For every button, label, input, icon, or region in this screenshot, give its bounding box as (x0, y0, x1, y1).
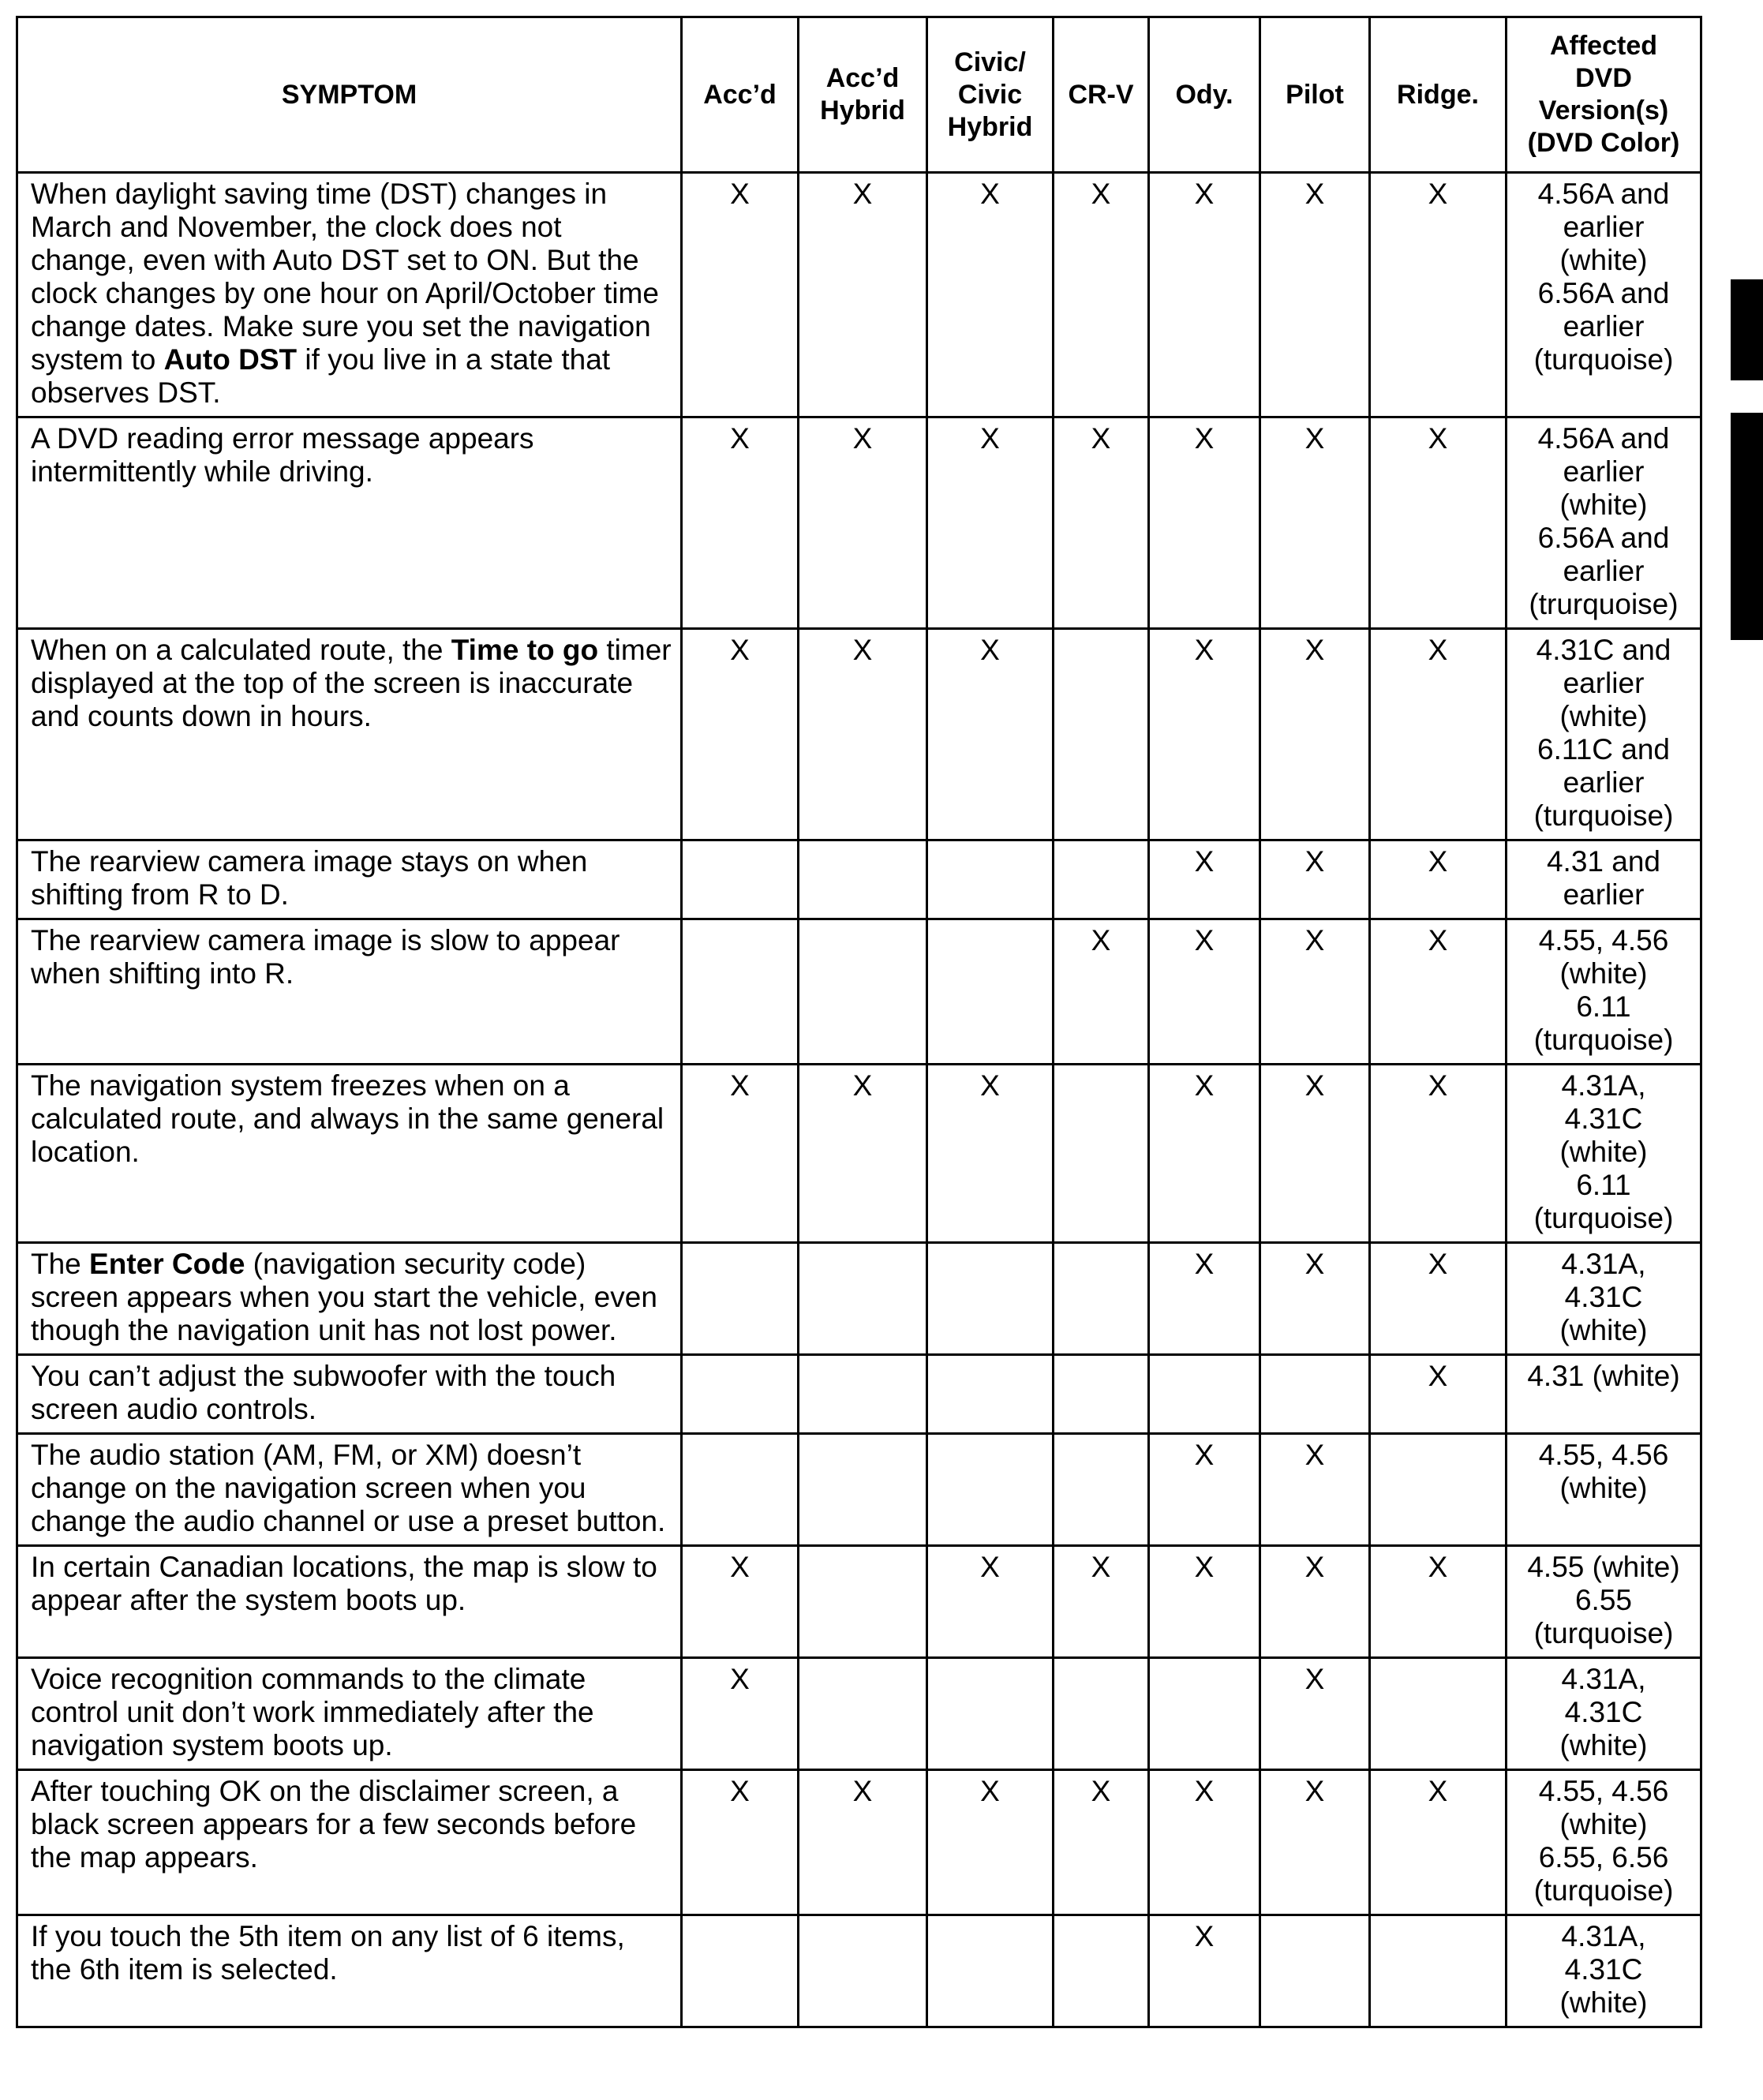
symptom-text: The rearview camera image is slow to appear when shifting into R. (31, 924, 620, 990)
applicability-cell-accd-hybrid (799, 840, 927, 919)
symptom-cell (17, 1065, 682, 1243)
header-line: Hybrid (820, 95, 905, 125)
table-row (17, 629, 1701, 840)
applicability-cell-civic (927, 1355, 1054, 1434)
applicability-cell-pilot: X (1260, 1770, 1370, 1915)
header-symptom (17, 17, 682, 173)
applicability-cell-crv (1054, 1355, 1149, 1434)
dvd-version-line: (white) (1559, 1472, 1648, 1504)
table-row (17, 1434, 1701, 1546)
applicability-cell-crv (1054, 1434, 1149, 1546)
symptom-text: The navigation system freezes when on a calculated route, and always in the same general location. (31, 1069, 664, 1168)
applicability-cell-accd (682, 919, 799, 1065)
symptom-cell (17, 919, 682, 1065)
applicability-cell-ridge: X (1370, 919, 1507, 1065)
applicability-cell-accd-hybrid: X (799, 1065, 927, 1243)
header-version (1507, 17, 1701, 173)
applicability-cell-accd (682, 840, 799, 919)
applicability-cell-accd: X (682, 629, 799, 840)
dvd-version-line: 4.55, 4.56 (1538, 1775, 1669, 1807)
applicability-cell-accd: X (682, 417, 799, 629)
applicability-cell-accd (682, 1434, 799, 1546)
header-ridge (1370, 17, 1507, 173)
applicability-cell-civic (927, 1658, 1054, 1770)
dvd-version-line: (white) (1559, 1136, 1648, 1168)
dvd-version-line: earlier (1563, 555, 1645, 587)
applicability-cell-ody: X (1149, 1915, 1260, 2027)
applicability-cell-ody: X (1149, 1065, 1260, 1243)
symptom-cell (17, 417, 682, 629)
header-line: Acc’d (825, 63, 900, 93)
dvd-version-cell (1507, 1434, 1701, 1546)
applicability-cell-ridge: X (1370, 1546, 1507, 1658)
applicability-cell-accd (682, 1915, 799, 2027)
applicability-cell-accd-hybrid (799, 1915, 927, 2027)
symptom-text: The (31, 1248, 90, 1280)
applicability-cell-ody: X (1149, 173, 1260, 417)
symptom-cell (17, 1434, 682, 1546)
applicability-cell-civic (927, 840, 1054, 919)
header-line: (DVD Color) (1527, 128, 1680, 158)
symptom-text: After touching OK on the disclaimer screen, a black screen appears for a few seconds before the map appears. (31, 1775, 637, 1874)
symptom-text: When daylight saving time (DST) changes in March and November, the clock does not change, even with Auto DST set to ON. But the clock changes by one hour on April/October time change dates. Make sure you set the navigation system to (31, 178, 659, 376)
applicability-cell-accd-hybrid: X (799, 417, 927, 629)
applicability-cell-pilot: X (1260, 417, 1370, 629)
applicability-cell-accd-hybrid: X (799, 629, 927, 840)
symptom-cell (17, 1243, 682, 1355)
dvd-version-line: (white) (1559, 1729, 1648, 1761)
symptom-text: (navigation security code) screen appears when you start the vehicle, even though the navigation unit has not lost power. (31, 1248, 657, 1346)
applicability-cell-accd-hybrid (799, 1434, 927, 1546)
dvd-version-cell (1507, 1915, 1701, 2027)
dvd-version-cell (1507, 1065, 1701, 1243)
dvd-version-line: 4.31 and (1546, 845, 1661, 878)
applicability-cell-ody: X (1149, 629, 1260, 840)
table-row (17, 1546, 1701, 1658)
dvd-version-line: (white) (1559, 700, 1648, 732)
applicability-cell-ody: X (1149, 1434, 1260, 1546)
header-line: CR-V (1068, 79, 1134, 110)
applicability-cell-ody (1149, 1355, 1260, 1434)
dvd-version-cell (1507, 919, 1701, 1065)
dvd-version-line: 4.31A, (1561, 1663, 1646, 1695)
dvd-version-line: 4.31A, (1561, 1069, 1646, 1102)
applicability-cell-ridge: X (1370, 1243, 1507, 1355)
applicability-cell-pilot (1260, 1915, 1370, 2027)
applicability-cell-ridge (1370, 1434, 1507, 1546)
table-row (17, 173, 1701, 417)
table-row (17, 1355, 1701, 1434)
applicability-cell-crv (1054, 1915, 1149, 2027)
dvd-version-line: 4.31C (1564, 1953, 1643, 1986)
symptom-text: The audio station (AM, FM, or XM) doesn’t change on the navigation screen when you change the audio channel or use a preset button. (31, 1439, 666, 1537)
applicability-cell-accd-hybrid (799, 1658, 927, 1770)
dvd-version-line: 4.31C (1564, 1281, 1643, 1313)
dvd-version-line: 6.11 (1576, 990, 1631, 1023)
dvd-version-line: 4.31C and (1536, 634, 1671, 666)
applicability-cell-civic: X (927, 417, 1054, 629)
dvd-version-cell (1507, 417, 1701, 629)
header-line: Hybrid (947, 111, 1033, 142)
applicability-cell-civic (927, 1434, 1054, 1546)
applicability-cell-civic: X (927, 1065, 1054, 1243)
dvd-version-cell (1507, 1243, 1701, 1355)
applicability-cell-civic: X (927, 629, 1054, 840)
applicability-cell-ridge: X (1370, 1355, 1507, 1434)
dvd-version-line: (white) (1559, 489, 1648, 521)
applicability-cell-pilot: X (1260, 1065, 1370, 1243)
symptom-text: timer displayed at the top of the screen is inaccurate and counts down in hours. (31, 634, 672, 732)
applicability-cell-ridge (1370, 1915, 1507, 2027)
dvd-version-cell (1507, 1658, 1701, 1770)
dvd-version-cell (1507, 173, 1701, 417)
symptom-table-sheet (16, 16, 1702, 2028)
dvd-version-line: (white) (1559, 244, 1648, 276)
dvd-version-line: (turquoise) (1533, 1202, 1674, 1234)
applicability-cell-crv (1054, 1243, 1149, 1355)
applicability-cell-ridge: X (1370, 417, 1507, 629)
dvd-version-line: 6.56A and (1537, 277, 1670, 309)
applicability-cell-accd: X (682, 1065, 799, 1243)
symptom-cell (17, 1546, 682, 1658)
header-line: DVD (1575, 63, 1632, 93)
table-row (17, 1915, 1701, 2027)
applicability-cell-crv: X (1054, 1770, 1149, 1915)
applicability-cell-accd (682, 1243, 799, 1355)
symptom-text: You can’t adjust the subwoofer with the touch screen audio controls. (31, 1360, 616, 1425)
dvd-version-cell (1507, 629, 1701, 840)
applicability-cell-crv: X (1054, 919, 1149, 1065)
dvd-version-line: (trurquoise) (1529, 588, 1679, 620)
applicability-cell-crv (1054, 1658, 1149, 1770)
dvd-version-line: 4.31A, (1561, 1248, 1646, 1280)
applicability-cell-ridge (1370, 1658, 1507, 1770)
applicability-cell-accd-hybrid (799, 1355, 927, 1434)
applicability-cell-accd-hybrid (799, 919, 927, 1065)
applicability-cell-crv: X (1054, 173, 1149, 417)
dvd-version-line: (white) (1559, 1986, 1648, 2019)
dvd-version-line: (turquoise) (1533, 1024, 1674, 1056)
applicability-cell-civic: X (927, 1770, 1054, 1915)
applicability-cell-accd-hybrid: X (799, 173, 927, 417)
applicability-cell-crv (1054, 1065, 1149, 1243)
symptom-cell (17, 1770, 682, 1915)
symptom-cell (17, 840, 682, 919)
dvd-version-cell (1507, 1546, 1701, 1658)
applicability-cell-civic: X (927, 173, 1054, 417)
applicability-cell-ody: X (1149, 1243, 1260, 1355)
header-line: SYMPTOM (281, 79, 417, 110)
applicability-cell-accd-hybrid: X (799, 1770, 927, 1915)
symptom-cell (17, 629, 682, 840)
applicability-cell-accd (682, 1355, 799, 1434)
applicability-cell-ridge: X (1370, 1770, 1507, 1915)
symptom-text: Voice recognition commands to the climate control unit don’t work immediately after the navigation system boots up. (31, 1663, 594, 1761)
applicability-cell-pilot: X (1260, 1434, 1370, 1546)
header-line: Acc’d (703, 79, 777, 110)
dvd-version-line: earlier (1563, 310, 1645, 343)
dvd-version-line: 4.31C (1564, 1696, 1643, 1728)
header-pilot (1260, 17, 1370, 173)
dvd-version-line: 4.55, 4.56 (1538, 1439, 1669, 1471)
symptom-text: if you live in a state that observes DST. (31, 343, 611, 409)
header-ody (1149, 17, 1260, 173)
applicability-cell-pilot: X (1260, 1658, 1370, 1770)
header-line: Version(s) (1538, 95, 1669, 125)
applicability-cell-pilot: X (1260, 173, 1370, 417)
applicability-cell-crv (1054, 629, 1149, 840)
applicability-cell-accd: X (682, 1546, 799, 1658)
dvd-version-cell (1507, 840, 1701, 919)
dvd-version-line: (turquoise) (1533, 1874, 1674, 1907)
section-tab-marker (1731, 279, 1763, 380)
header-accd-hybrid (799, 17, 927, 173)
applicability-cell-pilot: X (1260, 1546, 1370, 1658)
dvd-version-line: 6.11 (1576, 1169, 1631, 1201)
applicability-cell-pilot: X (1260, 629, 1370, 840)
symptom-cell (17, 1355, 682, 1434)
table-row (17, 417, 1701, 629)
dvd-version-line: 6.56A and (1537, 522, 1670, 554)
header-accd (682, 17, 799, 173)
applicability-cell-pilot: X (1260, 1243, 1370, 1355)
applicability-cell-accd: X (682, 1658, 799, 1770)
applicability-cell-ridge: X (1370, 1065, 1507, 1243)
dvd-version-line: (white) (1559, 1808, 1648, 1840)
table-row (17, 840, 1701, 919)
dvd-version-line: 4.31C (1564, 1102, 1643, 1135)
applicability-cell-accd-hybrid (799, 1243, 927, 1355)
dvd-version-line: 6.55 (1574, 1584, 1632, 1616)
symptom-cell (17, 1915, 682, 2027)
applicability-cell-ridge: X (1370, 629, 1507, 840)
applicability-cell-ody: X (1149, 840, 1260, 919)
symptom-text: A DVD reading error message appears intermittently while driving. (31, 422, 534, 488)
dvd-version-line: earlier (1563, 766, 1645, 799)
table-row (17, 1243, 1701, 1355)
header-line: Ody. (1175, 79, 1233, 110)
dvd-version-line: (turquoise) (1533, 1617, 1674, 1649)
table-body (17, 173, 1701, 2027)
dvd-version-line: (turquoise) (1533, 799, 1674, 832)
applicability-cell-ody: X (1149, 1546, 1260, 1658)
dvd-version-line: 4.56A and (1537, 422, 1670, 455)
table-row (17, 1065, 1701, 1243)
dvd-version-line: (white) (1559, 957, 1648, 990)
header-crv (1054, 17, 1149, 173)
applicability-cell-crv (1054, 840, 1149, 919)
header-civic (927, 17, 1054, 173)
dvd-version-line: 6.11C and (1537, 733, 1670, 766)
symptom-bold-text: Time to go (451, 634, 599, 666)
table-row (17, 1658, 1701, 1770)
applicability-cell-civic: X (927, 1546, 1054, 1658)
applicability-cell-pilot: X (1260, 840, 1370, 919)
dvd-version-cell (1507, 1355, 1701, 1434)
dvd-version-line: 4.31A, (1561, 1920, 1646, 1952)
applicability-cell-ody: X (1149, 919, 1260, 1065)
applicability-cell-pilot: X (1260, 919, 1370, 1065)
dvd-version-line: 4.31 (white) (1527, 1360, 1680, 1392)
symptom-text: In certain Canadian locations, the map is slow to appear after the system boots up. (31, 1551, 657, 1616)
header-line: Affected (1549, 31, 1658, 61)
applicability-cell-crv: X (1054, 1546, 1149, 1658)
applicability-cell-ody: X (1149, 417, 1260, 629)
section-tab-marker (1731, 413, 1763, 640)
applicability-cell-ridge: X (1370, 173, 1507, 417)
dvd-version-line: (white) (1559, 1314, 1648, 1346)
header-line: Civic/ (954, 47, 1026, 77)
header-line: Pilot (1286, 79, 1344, 110)
dvd-version-line: earlier (1563, 667, 1645, 699)
dvd-version-line: (turquoise) (1533, 343, 1674, 376)
dvd-version-cell (1507, 1770, 1701, 1915)
header-line: Civic (957, 79, 1023, 110)
table-row (17, 919, 1701, 1065)
applicability-cell-accd: X (682, 1770, 799, 1915)
symptom-bold-text: Enter Code (89, 1248, 245, 1280)
symptom-cell (17, 1658, 682, 1770)
dvd-version-line: 4.55, 4.56 (1538, 924, 1669, 956)
header-line: Ridge. (1397, 79, 1479, 110)
applicability-cell-accd-hybrid (799, 1546, 927, 1658)
applicability-cell-pilot (1260, 1355, 1370, 1434)
symptom-text: When on a calculated route, the (31, 634, 451, 666)
dvd-version-line: earlier (1563, 878, 1645, 911)
symptom-table (16, 16, 1702, 2028)
dvd-version-line: earlier (1563, 211, 1645, 243)
symptom-bold-text: Auto DST (163, 343, 298, 376)
dvd-version-line: 4.55 (white) (1527, 1551, 1680, 1583)
applicability-cell-accd: X (682, 173, 799, 417)
header-row (17, 17, 1701, 173)
dvd-version-line: 4.56A and (1537, 178, 1670, 210)
applicability-cell-crv: X (1054, 417, 1149, 629)
applicability-cell-civic (927, 919, 1054, 1065)
applicability-cell-civic (927, 1915, 1054, 2027)
table-row (17, 1770, 1701, 1915)
symptom-text: If you touch the 5th item on any list of 6 items, the 6th item is selected. (31, 1920, 625, 1986)
applicability-cell-ridge: X (1370, 840, 1507, 919)
applicability-cell-civic (927, 1243, 1054, 1355)
applicability-cell-ody (1149, 1658, 1260, 1770)
dvd-version-line: earlier (1563, 455, 1645, 488)
applicability-cell-ody: X (1149, 1770, 1260, 1915)
symptom-text: The rearview camera image stays on when shifting from R to D. (31, 845, 588, 911)
symptom-cell (17, 173, 682, 417)
dvd-version-line: 6.55, 6.56 (1538, 1841, 1669, 1874)
